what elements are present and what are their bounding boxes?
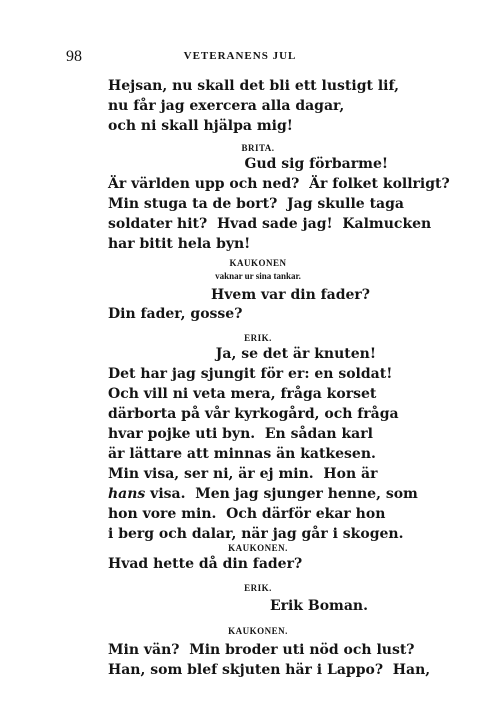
text-line: Min visa, ser ni, är ej min. Hon är xyxy=(108,466,378,482)
text-line xyxy=(108,484,418,504)
text-line: därborta på vår kyrkogård, och fråga xyxy=(108,406,399,422)
brita-first-line: Gud sig förbarme! xyxy=(244,156,388,172)
text-line: Hvad hette då din fader? xyxy=(108,556,303,572)
text-line-rest: visa. Men jag sjunger henne, som xyxy=(145,486,418,502)
verse-block-3 xyxy=(108,304,408,324)
speaker-kaukonen: KAUKONEN. xyxy=(228,543,288,553)
page-number: 98 xyxy=(66,48,82,65)
text-line: i berg och dalar, när jag går i skogen. xyxy=(108,526,404,542)
speaker-kaukonen: KAUKONEN xyxy=(229,258,287,268)
verse-block-6 xyxy=(108,640,431,680)
text-line: Är världen upp och ned? Är folket kollrigt? xyxy=(108,176,450,192)
speaker-erik: ERIK. xyxy=(244,333,272,343)
text-line: hvar pojke uti byn. En sådan karl xyxy=(108,426,373,442)
text-line: nu får jag exercera alla dagar, xyxy=(108,98,345,114)
erik-second-line: Erik Boman. xyxy=(269,598,368,614)
verse-block-2 xyxy=(108,174,450,254)
verse-block-1 xyxy=(108,76,408,136)
kaukonen-first-line: Hvem var din fader? xyxy=(211,287,370,303)
text-line: Min vän? Min broder uti nöd och lust? xyxy=(108,642,415,658)
text-line: Din fader, gosse? xyxy=(108,306,243,322)
text-line: Och vill ni veta mera, fråga korset xyxy=(108,386,377,402)
text-line: soldater hit? Hvad sade jag! Kalmucken xyxy=(108,216,432,232)
speaker-kaukonen: KAUKONEN. xyxy=(228,626,288,636)
verse-block-5 xyxy=(108,554,408,574)
text-line: har bitit hela byn! xyxy=(108,236,251,252)
erik-first-line: Ja, se det är knuten! xyxy=(215,346,376,362)
text-line: Det har jag sjungit för er: en soldat! xyxy=(108,366,393,382)
italic-word: hans xyxy=(108,486,146,502)
speaker-brita: BRITA. xyxy=(241,143,275,153)
text-line: är lättare att minnas än katkesen. xyxy=(108,446,376,462)
text-line: Min stuga ta de bort? Jag skulle taga xyxy=(108,196,404,212)
text-line: hon vore min. Och därför ekar hon xyxy=(108,506,386,522)
speaker-erik: ERIK. xyxy=(244,583,272,593)
stage-direction: vaknar ur sina tankar. xyxy=(215,271,301,281)
text-line: Hejsan, nu skall det bli ett lustigt lif, xyxy=(108,78,400,94)
text-line: Han, som blef skjuten här i Lappo? Han, xyxy=(108,662,431,678)
verse-block-4 xyxy=(108,364,418,544)
text-line: och ni skall hjälpa mig! xyxy=(108,118,293,134)
running-head: VETERANENS JUL xyxy=(183,50,297,62)
